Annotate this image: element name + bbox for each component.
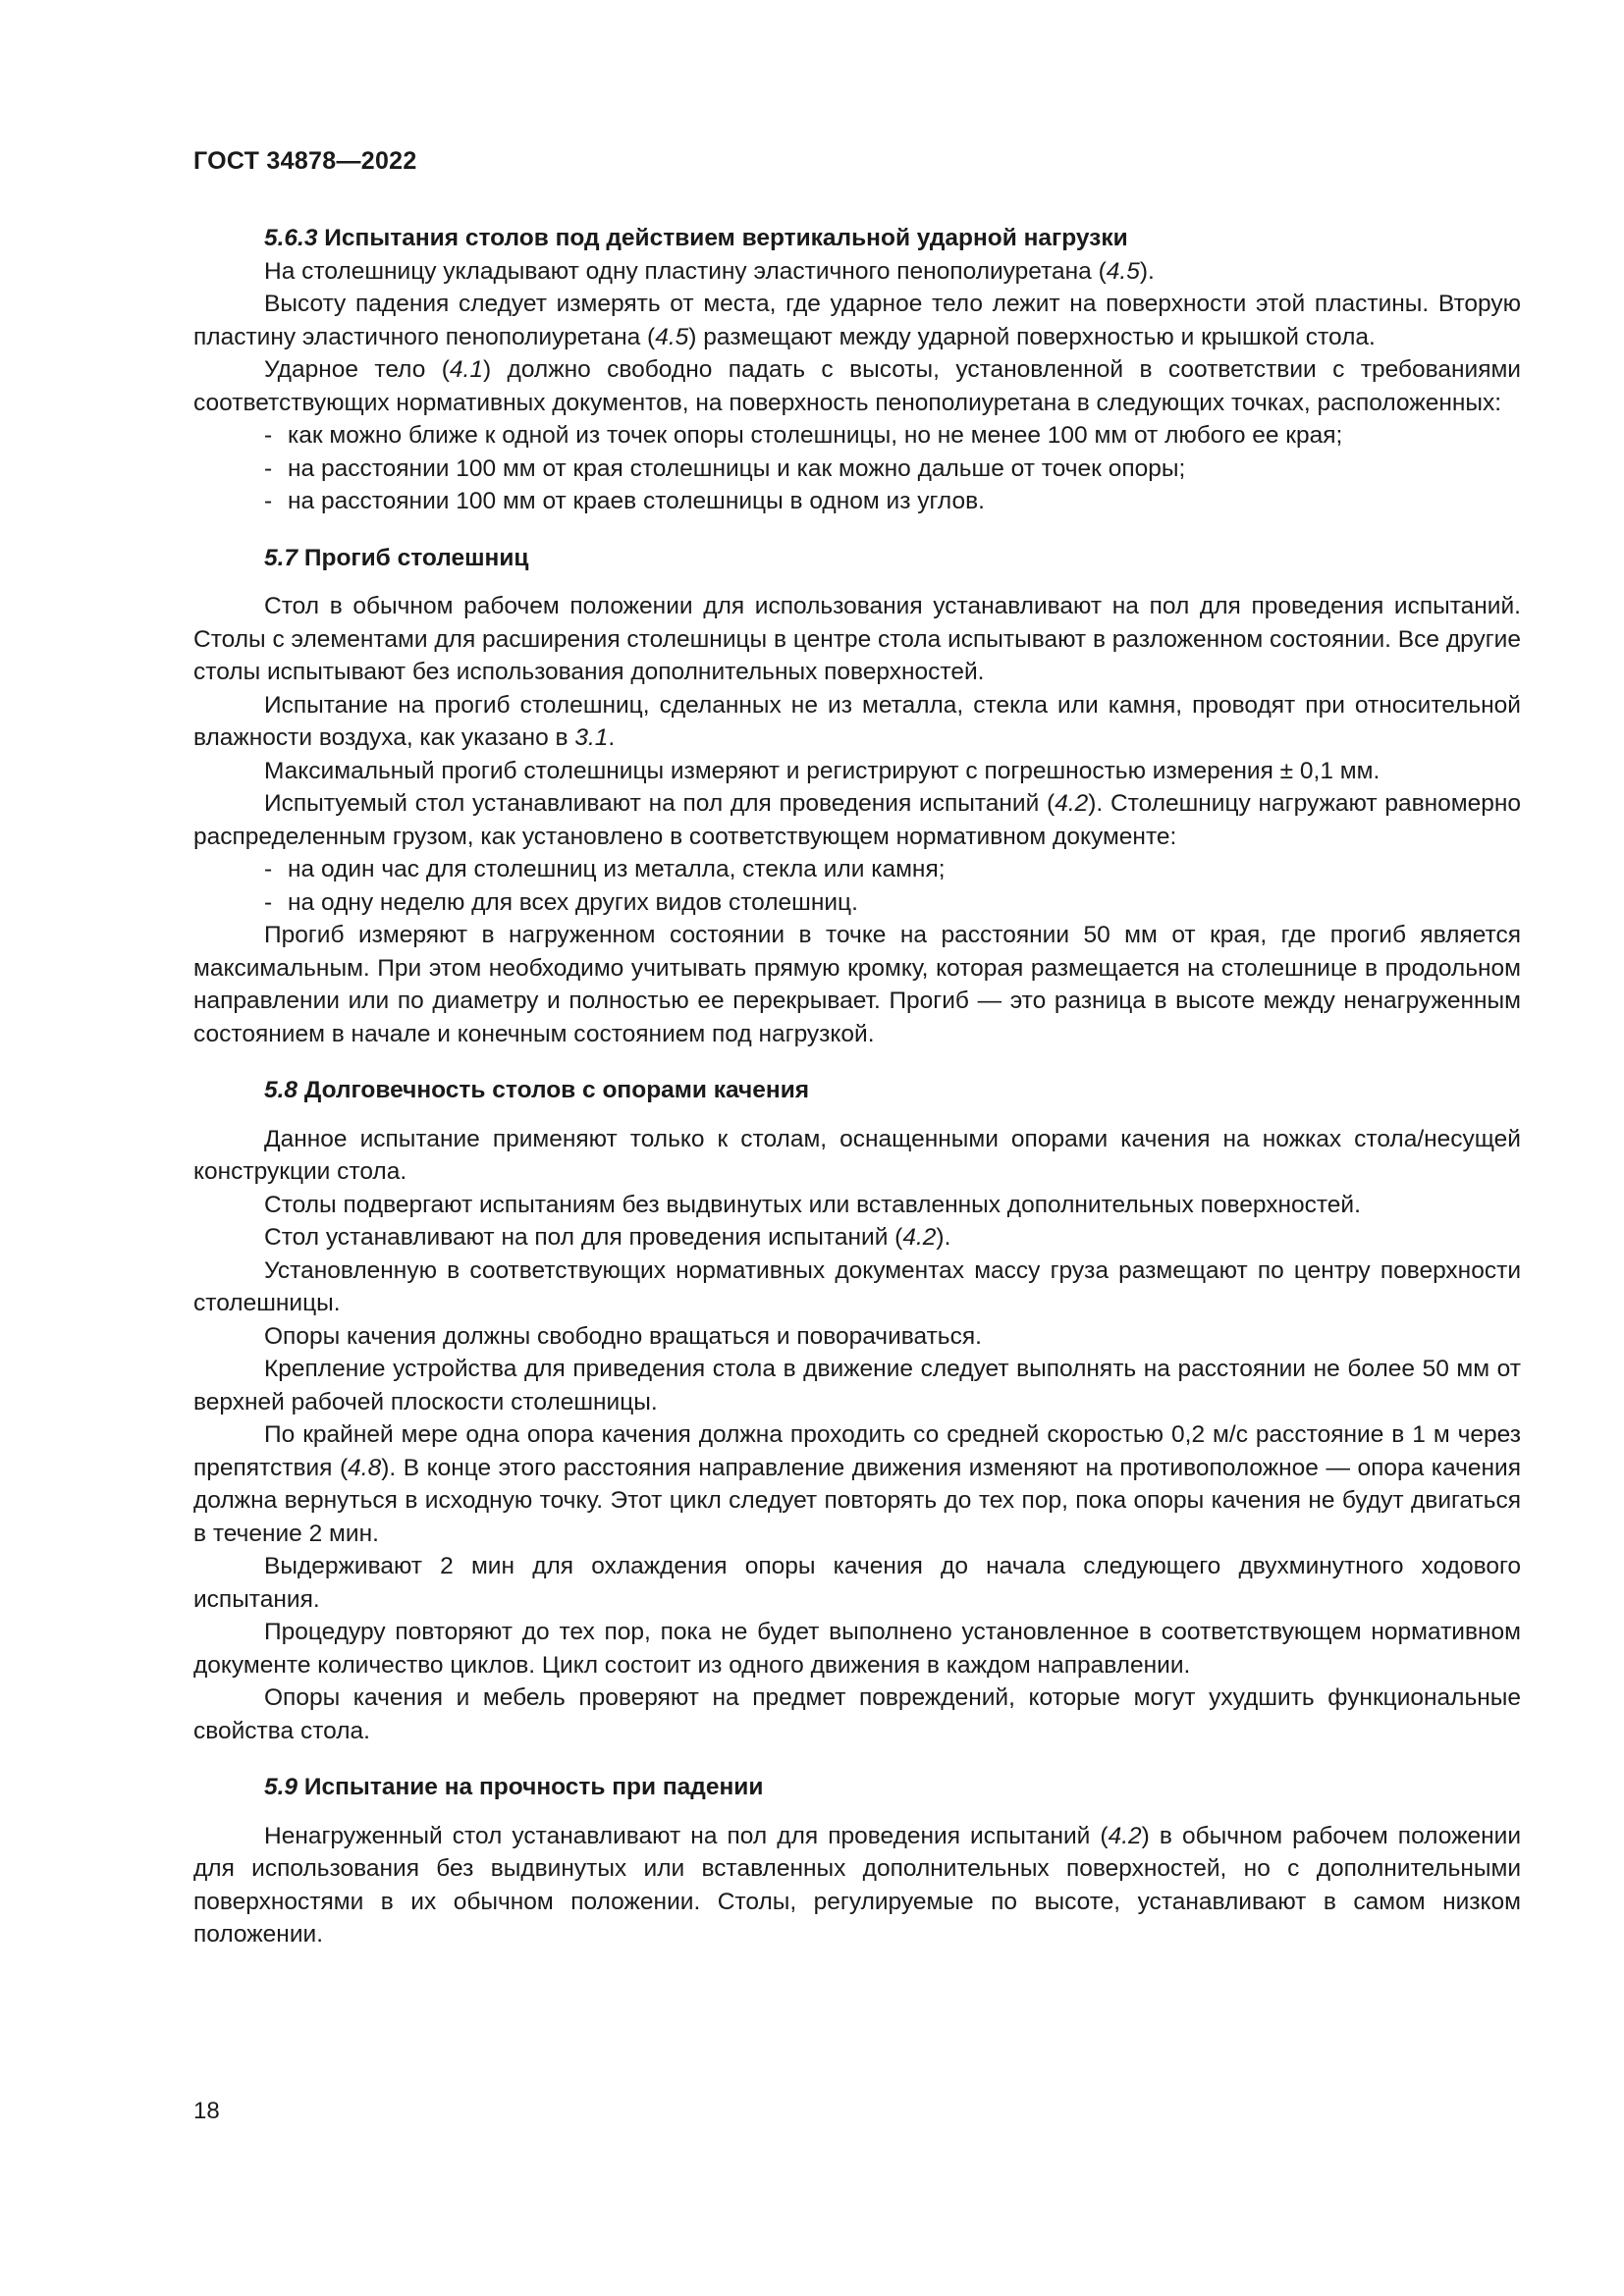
document-body xyxy=(193,222,1521,1951)
clause-reference: 4.2 xyxy=(902,1224,937,1251)
section-heading xyxy=(193,1074,1521,1107)
list-item: - на расстоянии 100 мм от края столешницы и как можно дальше от точек опоры; xyxy=(264,453,1521,486)
paragraph: Ударное тело (4.1) должно свободно падать с высоты, установленной в соответствии с требованиями соответствующих нормативных документов, на поверхность пенополиуретана в следующих точках, расположенных: xyxy=(193,356,1521,416)
paragraph: Опоры качения должны свободно вращаться и поворачиваться. xyxy=(264,1322,982,1350)
paragraph: Установленную в соответствующих нормативных документах массу груза размещают по центру поверхности столешницы. xyxy=(193,1256,1521,1316)
paragraph: Прогиб измеряют в нагруженном состоянии в точке на расстоянии 50 мм от края, где прогиб является максимальным. При этом необходимо учитывать прямую кромку, которая размещается на столешнице в продольном направлении или по диаметру и полностью ее перекрывает. Прогиб — это разница в высоте между ненагруженным состоянием в начале и конечным состоянием под нагрузкой. xyxy=(193,922,1521,1047)
dash-list xyxy=(193,419,1521,518)
list-item: - на один час для столешниц из металла, стекла или камня; xyxy=(264,853,1521,886)
paragraph: Стол в обычном рабочем положении для использования устанавливают на пол для проведения испытаний. Столы с элементами для расширения столешницы в центре стола испытывают в разложенном состоянии. Все другие столы испытывают без использования дополнительных поверхностей. xyxy=(193,593,1521,685)
section-number: 5.9 xyxy=(264,1774,298,1800)
clause-reference: 3.1 xyxy=(574,724,609,751)
section-number: 5.6.3 xyxy=(264,225,318,251)
paragraph: На столешницу укладывают одну пластину эластичного пенополиуретана (4.5). xyxy=(264,257,1155,285)
section-heading xyxy=(193,542,1521,575)
paragraph: Стол устанавливают на пол для проведения испытаний (4.2). xyxy=(264,1224,951,1251)
section-title: Долговечность столов с опорами качения xyxy=(298,1077,810,1103)
clause-reference: 4.2 xyxy=(1055,790,1089,817)
section-heading xyxy=(193,222,1521,255)
paragraph: Максимальный прогиб столешницы измеряют и регистрируют с погрешностью измерения ± 0,1 мм. xyxy=(264,757,1380,784)
paragraph: Высоту падения следует измерять от места, где ударное тело лежит на поверхности этой пластины. Вторую пластину эластичного пенополиуретана (4.5) размещают между ударной поверхностью и крышкой стола. xyxy=(193,291,1521,350)
paragraph: По крайней мере одна опора качения должна проходить со средней скоростью 0,2 м/с расстояние в 1 м через препятствия (4.8). В конце этого расстояния направление движения изменяют на противоположное — опора качения должна вернуться в исходную точку. Этот цикл следует повторять до тех пор, пока опоры качения не будут двигаться в течение 2 мин. xyxy=(193,1421,1522,1547)
paragraph: Процедуру повторяют до тех пор, пока не будет выполнено установленное в соответствующем нормативном документе количество циклов. Цикл состоит из одного движения в каждом направлении. xyxy=(193,1619,1521,1679)
document-code-header: ГОСТ 34878—2022 xyxy=(193,147,417,175)
section-5-6-3 xyxy=(193,222,1521,518)
section-title: Испытания столов под действием вертикальной ударной нагрузки xyxy=(317,225,1128,251)
section-heading xyxy=(193,1771,1521,1804)
paragraph: Крепление устройства для приведения стола в движение следует выполнять на расстоянии не более 50 мм от верхней рабочей плоскости столешницы. xyxy=(193,1356,1521,1415)
section-number: 5.8 xyxy=(264,1077,298,1103)
page-number: 18 xyxy=(193,2098,220,2124)
clause-reference: 4.2 xyxy=(1108,1822,1142,1849)
clause-reference: 4.5 xyxy=(655,323,689,350)
section-title: Испытание на прочность при падении xyxy=(298,1774,764,1800)
dash-list xyxy=(193,853,1521,919)
section-5-8 xyxy=(193,1074,1521,1747)
paragraph: Опоры качения и мебель проверяют на предмет повреждений, которые могут ухудшить функциональные свойства стола. xyxy=(193,1684,1521,1744)
section-5-9 xyxy=(193,1771,1521,1951)
list-item: - на расстоянии 100 мм от краев столешницы в одном из углов. xyxy=(264,485,1521,518)
paragraph: Выдерживают 2 мин для охлаждения опоры качения до начала следующего двухминутного ходового испытания. xyxy=(193,1553,1521,1613)
paragraph: Испытуемый стол устанавливают на пол для проведения испытаний (4.2). Столешницу нагружают равномерно распределенным грузом, как установлено в соответствующем нормативном документе: xyxy=(193,790,1521,850)
clause-reference: 4.8 xyxy=(348,1454,382,1481)
section-title: Прогиб столешниц xyxy=(298,544,529,571)
paragraph: Испытание на прогиб столешниц, сделанных не из металла, стекла или камня, проводят при относительной влажности воздуха, как указано в 3.1. xyxy=(193,691,1521,751)
section-number: 5.7 xyxy=(264,544,298,571)
paragraph: Ненагруженный стол устанавливают на пол для проведения испытаний (4.2) в обычном рабочем положении для использования без выдвинутых или вставленных дополнительных поверхностей, но с дополнительными поверхностями в их обычном положении. Столы, регулируемые по высоте, устанавливают в самом низком положении. xyxy=(193,1822,1522,1948)
clause-reference: 4.5 xyxy=(1106,257,1140,285)
list-item: - как можно ближе к одной из точек опоры столешницы, но не менее 100 мм от любого ее края; xyxy=(264,419,1521,453)
clause-reference: 4.1 xyxy=(449,356,483,383)
paragraph: Столы подвергают испытаниям без выдвинутых или вставленных дополнительных поверхностей. xyxy=(264,1191,1361,1218)
section-5-7 xyxy=(193,542,1521,1051)
paragraph: Данное испытание применяют только к столам, оснащенными опорами качения на ножках стола/несущей конструкции стола. xyxy=(193,1125,1521,1185)
list-item: - на одну неделю для всех других видов столешниц. xyxy=(264,886,1521,920)
